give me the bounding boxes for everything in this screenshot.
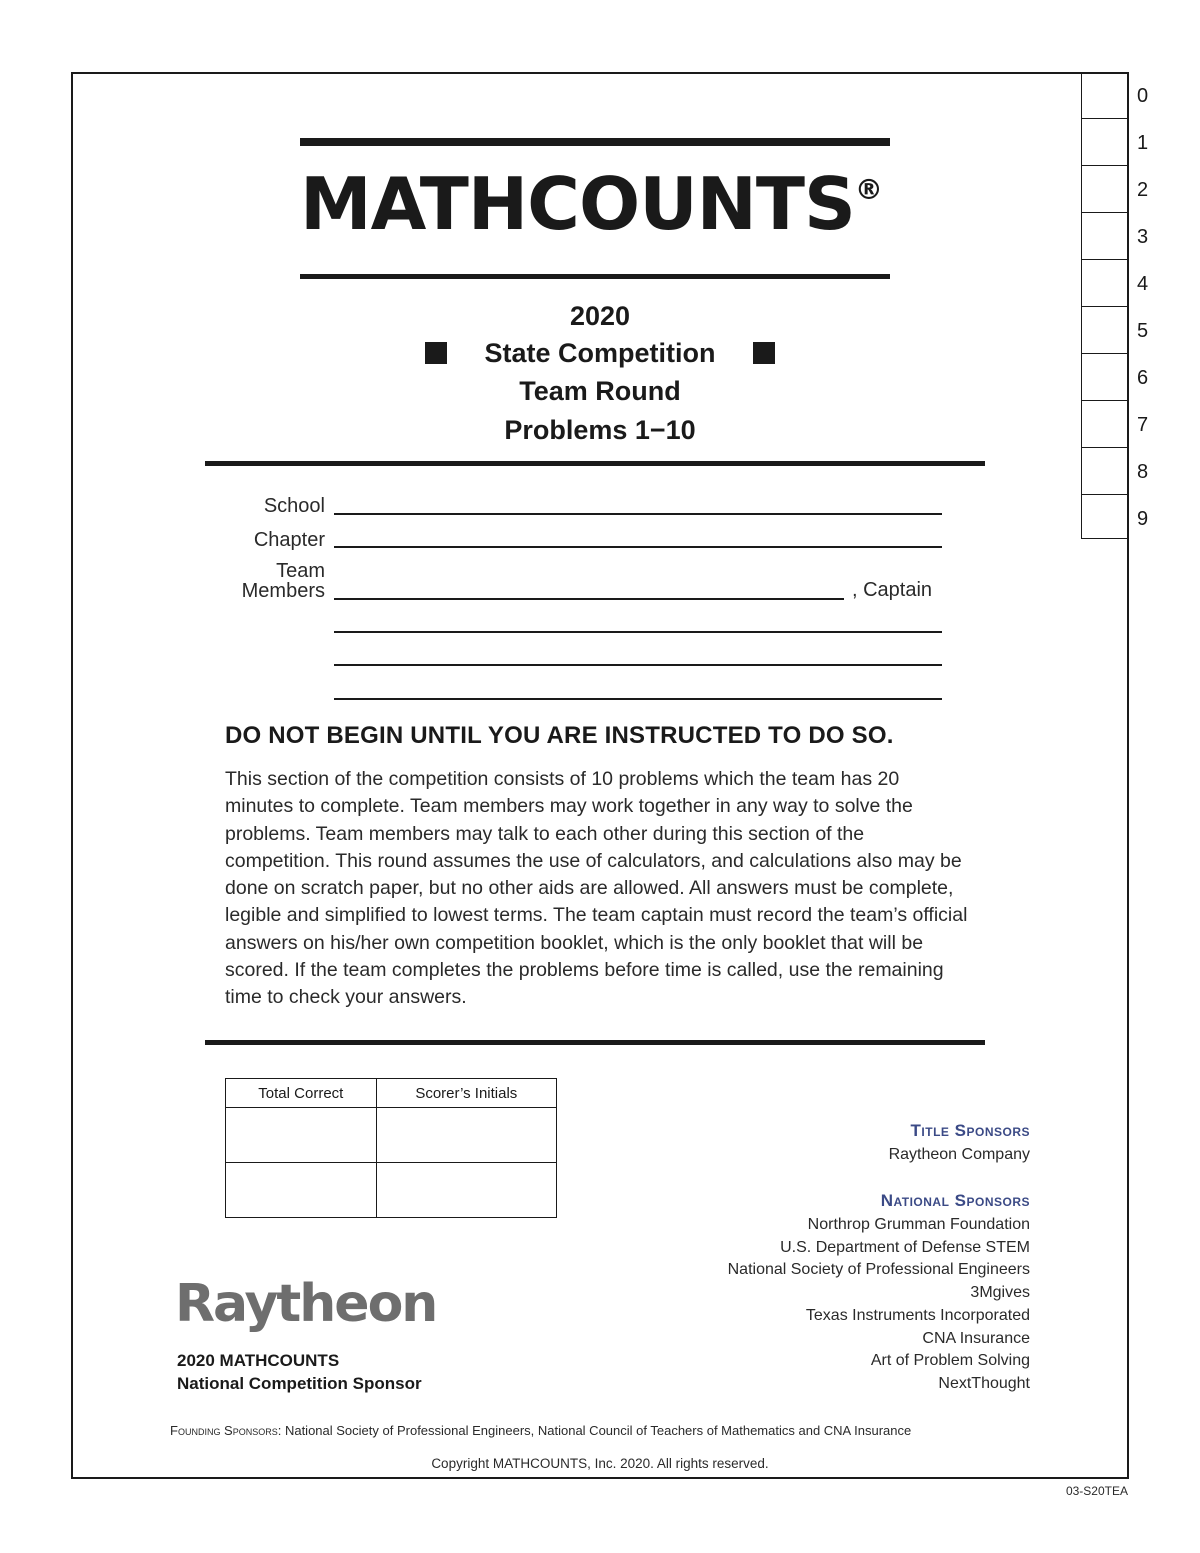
score-cell[interactable]: [376, 1108, 556, 1163]
title-sponsors-heading: Title Sponsors: [910, 1121, 1030, 1140]
total-correct-header: Total Correct: [226, 1079, 377, 1108]
competition-name: State Competition: [300, 338, 900, 369]
title-sponsors-list: [889, 1144, 1030, 1167]
sponsor-item: National Society of Professional Engineers: [727, 1261, 1030, 1279]
score-box[interactable]: [1082, 72, 1129, 119]
score-box[interactable]: [1082, 354, 1129, 401]
team-member-field[interactable]: [334, 664, 942, 666]
sponsor-item: Texas Instruments Incorporated: [805, 1306, 1030, 1324]
score-box[interactable]: [1082, 495, 1129, 539]
document-code: 03-S20TEA: [1065, 1484, 1128, 1498]
team-members-label: Team Members: [241, 560, 325, 602]
national-sponsors-list: [728, 1214, 1030, 1396]
score-box[interactable]: [1082, 166, 1129, 213]
square-bullet-icon: [753, 342, 775, 364]
instructions-paragraph: This section of the competition consists of 10 problems which the team has 20 minutes to complete. Team members may work together in any way to solve the problems. Team members may talk to each other during this section of the competition. This round assumes the use of calculators, and calculations also may be done on scratch paper, but no other aids are allowed. All answers must be complete, legible and simplified to lowest terms. The team captain must record the team’s official answers on his/her own competition booklet, which is the only booklet that will be scored. If the team completes the problems before time is called, use the remaining time to check your answers.: [225, 768, 968, 1009]
score-box[interactable]: [1082, 119, 1129, 166]
score-number: 2: [1137, 179, 1149, 201]
score-box-column: [1081, 72, 1129, 539]
score-box[interactable]: [1082, 448, 1129, 495]
chapter-label: Chapter: [253, 529, 325, 551]
sponsor-item: Art of Problem Solving: [870, 1352, 1030, 1370]
score-cell[interactable]: [376, 1163, 556, 1218]
mathcounts-logo: MATHCOUNTS®: [300, 162, 882, 246]
captain-field[interactable]: [334, 598, 844, 600]
square-bullet-icon: [425, 342, 447, 364]
sponsor-item: U.S. Department of Defense STEM: [780, 1238, 1030, 1256]
chapter-field[interactable]: [334, 546, 942, 548]
round-name: Team Round: [519, 376, 681, 406]
score-number: 1: [1137, 132, 1149, 154]
score-number: 6: [1137, 367, 1149, 389]
section-divider: [205, 461, 985, 466]
score-number: 8: [1137, 461, 1149, 483]
scorers-initials-header: Scorer’s Initials: [376, 1079, 556, 1108]
score-number: 5: [1137, 320, 1149, 342]
copyright: Copyright MATHCOUNTS, Inc. 2020. All rights reserved.: [431, 1456, 769, 1471]
competition-year: 2020: [569, 301, 631, 331]
score-number: 9: [1137, 508, 1149, 530]
school-label: School: [263, 495, 325, 517]
team-member-field[interactable]: [334, 631, 942, 633]
sponsor-item: NextThought: [938, 1374, 1030, 1392]
team-member-field[interactable]: [334, 698, 942, 700]
score-number: 7: [1137, 414, 1149, 436]
raytheon-logo: Raytheon: [175, 1274, 437, 1334]
sponsor-item: Raytheon Company: [888, 1146, 1030, 1163]
school-field[interactable]: [334, 513, 942, 515]
score-cell[interactable]: [226, 1163, 377, 1218]
score-cell[interactable]: [226, 1108, 377, 1163]
score-number: 3: [1137, 226, 1149, 248]
score-box[interactable]: [1082, 401, 1129, 448]
sponsor-item: 3Mgives: [970, 1284, 1030, 1302]
founding-sponsors: Founding Sponsors: National Society of Professional Engineers, National Council of Teachers of Mathematics and CNA Insurance: [170, 1423, 912, 1438]
score-box[interactable]: [1082, 307, 1129, 354]
score-box[interactable]: [1082, 213, 1129, 260]
captain-label: , Captain: [852, 579, 933, 601]
logo-bottom-rule: [300, 274, 890, 279]
sponsor-item: Northrop Grumman Foundation: [807, 1216, 1030, 1233]
problems-range: Problems 1−10: [504, 415, 696, 445]
national-sponsors-heading: National Sponsors: [880, 1191, 1030, 1210]
score-box[interactable]: [1082, 260, 1129, 307]
score-number: 4: [1137, 273, 1149, 295]
score-number: 0: [1137, 85, 1149, 107]
section-divider: [205, 1040, 985, 1045]
national-competition-sponsor: 2020 MATHCOUNTS National Competition Sponsor: [177, 1351, 422, 1393]
score-table: [225, 1078, 557, 1218]
sponsor-item: CNA Insurance: [922, 1329, 1030, 1347]
do-not-begin-warning: DO NOT BEGIN UNTIL YOU ARE INSTRUCTED TO DO SO.: [225, 722, 894, 749]
logo-top-rule: [300, 138, 890, 146]
